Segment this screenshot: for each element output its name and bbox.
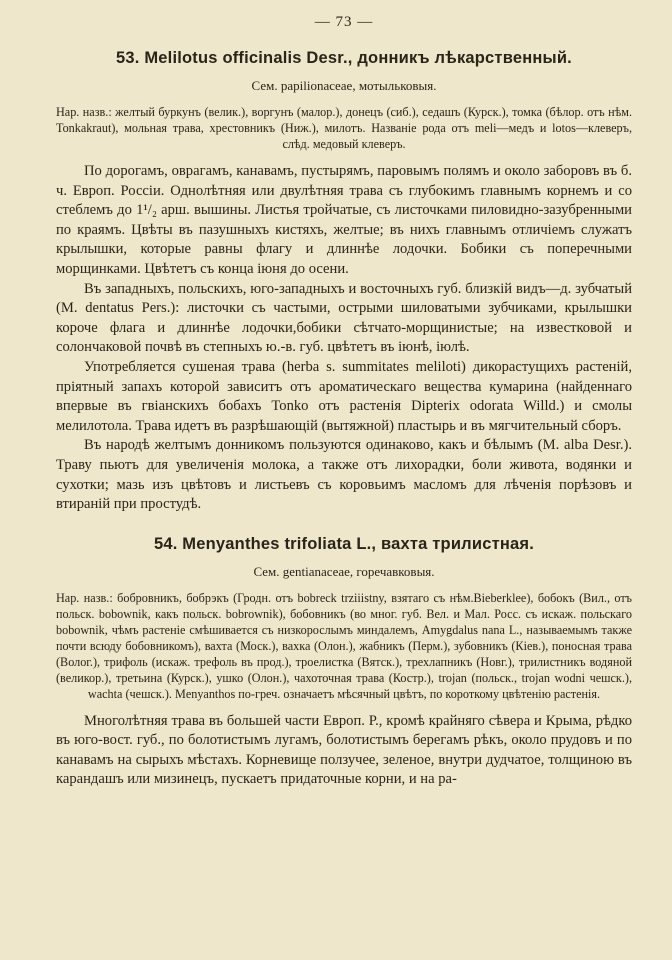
page-number: — 73 — (314, 14, 374, 30)
family-line: Сем. papilionaceae, мотыльковыя. (251, 78, 437, 93)
paragraph: По дорогамъ, оврагамъ, канавамъ, пустырямъ, паровымъ полямъ и около заборовъ въ б. ч. Европ. Россіи. Однолѣтняя или двулѣтняя трава съ глубокимъ главнымъ корнемъ и со стеблемъ до 1¹/₂ арш. вышины. Листья тройчатые, съ листочками пиловидно-зазубренными по краямъ. Цвѣты въ пазушныхъ кистяхъ, желтые; въ нихъ главнымъ отличіемъ служатъ крылышки, которые равны флагу и длиннѣе лодочки. Бобики съ поперечными морщинками. Цвѣтетъ съ конца іюня до осени. (56, 163, 632, 277)
section-gap (56, 515, 632, 535)
section-54 (56, 535, 632, 790)
section-heading: 54. Menyanthes trifoliata L., вахта трилистная. (153, 534, 535, 553)
section-53 (56, 49, 632, 515)
paragraph: Употребляется сушеная трава (herba s. summitates meliloti) дикорастущихъ растеній, пріятный запахъ которой зависитъ отъ ароматическаго вещества кумарина (найденнаго впервые въ гвіанскихъ бобахъ Tonko отъ растенія Dipterix odorata Willd.) и смолы мелилотола. Трава идетъ въ разрѣшающій (вытяжной) пластырь и въ мягчительный сборъ. (56, 358, 632, 434)
paragraph: Въ народѣ желтымъ донникомъ пользуются одинаково, какъ и бѣлымъ (M. alba Desr.). Траву пьютъ для увеличенія молока, а также отъ лихорадки, боли живота, водянки и сухотки; мазь изъ цвѣтовъ и листьевъ съ коровьимъ масломъ для лѣченія порѣзовъ и втираній при простудѣ. (56, 437, 632, 513)
folk-names: Нар. назв.: желтый буркунъ (велик.), воргунъ (малор.), донецъ (сиб.), седашъ (Курск.), томка (бѣлор. отъ нѣм. Tonkakraut), мольная трава, хрестовникъ (Ниж.), милотъ. Названіе рода отъ meli—медъ и lotos—клеверъ, слѣд. медовый клеверъ. (56, 105, 632, 151)
paragraph: Многолѣтняя трава въ большей части Европ. Р., кромѣ крайняго сѣвера и Крыма, рѣдко въ юго-вост. губ., по болотистымъ лугамъ, болотистымъ берегамъ рѣкъ, около прудовъ и по канавамъ на сырыхъ мѣстахъ. Корневище ползучее, зеленое, внутри дудчатое, толщиною въ карандашъ или мизинецъ, пускаетъ придаточные корни, и на ра- (56, 712, 632, 788)
section-body (56, 162, 632, 515)
folk-names: Нар. назв.: бобровникъ, бобрэкъ (Гродн. отъ bobreck trziiistny, взятаго съ нѣм.Bieberklee), бобокъ (Вил., отъ польск. bobownik, какъ польск. bobrownik), бобовникъ (во мног. губ. Вел. и Мал. Росс. съ искаж. польскаго bobownik, чѣмъ растеніе смѣшивается съ низкорослымъ миндалемъ, Amygdalus nana L., называемымъ также почти всюду бобовникомъ), вахта (Моск.), вахка (Олон.), жабникъ (Перм.), зубовникъ (Кіев.), поносная трава (Волог.), трифоль (искаж. трефоль въ прод.), троелистка (Вятск.), трехлапникъ (Новг.), трилистникъ водяной (великор.), третьина (Курск.), ушко (Олон.), чахоточная трава (Костр.), trojan (польск., trojan wodni чешск.), wachta (чешск.). Menyanthos по-греч. означаетъ мѣсячный цвѣтъ, по короткому цвѣтенію растенія. (56, 590, 632, 701)
section-heading: 53. Melilotus officinalis Desr., донникъ лѣкарственный. (116, 49, 572, 67)
section-body (56, 712, 632, 790)
paragraph: Въ западныхъ, польскихъ, юго-западныхъ и восточныхъ губ. близкій видъ—д. зубчатый (M. dentatus Pers.): листочки съ частыми, острыми шиловатыми зубчиками, крылышки короче флага и длиннѣе лодочки,бобики сѣтчато-морщинистые; на известковой и солончаковой почвѣ въ степныхъ ю.-в. губ. цвѣтетъ въ іюнѣ, іюлѣ. (56, 280, 632, 356)
family-line: Сем. gentianaceae, горечавковыя. (253, 563, 435, 579)
